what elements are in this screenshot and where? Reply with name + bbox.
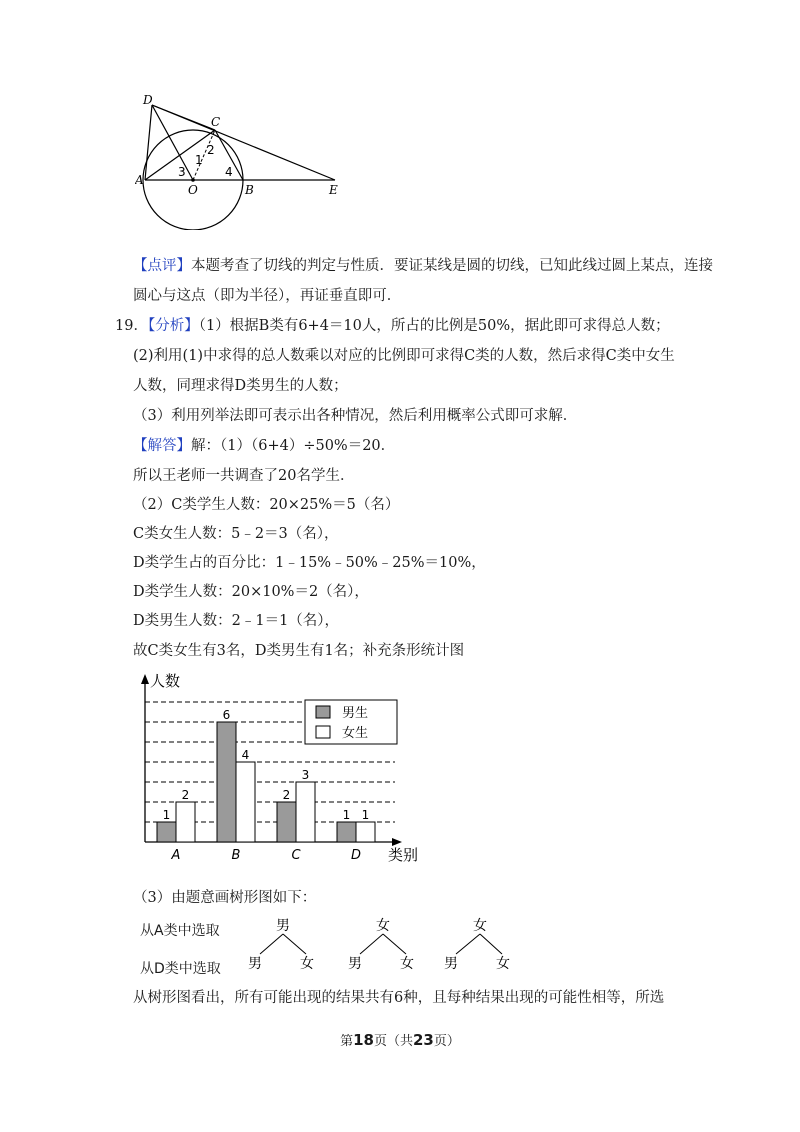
- bar-D-male: [337, 822, 356, 842]
- answer-tag: 【解答】: [133, 438, 191, 454]
- q19-answer-line-1: [133, 436, 395, 456]
- q19-analysis-line-2: (2)利用(1)中求得的总人数乘以对应的比例即可求得C类的人数，然后求得C类中女生: [133, 348, 675, 364]
- y-axis-arrow: [141, 674, 149, 684]
- angle-label-1: 1: [195, 153, 203, 167]
- x-tick-label-C: C: [291, 848, 301, 863]
- bar-A-female: [176, 802, 195, 842]
- q19-answer-line-5: D类学生占的百分比：1﹣15%﹣50%﹣25%＝10%，: [133, 555, 486, 571]
- tree-branch: [360, 934, 383, 954]
- review-line-1: [133, 256, 713, 276]
- label-a: A: [135, 173, 144, 187]
- tree-root-2: 女: [376, 918, 390, 934]
- q19-analysis-line-4: （3）利用列举法即可表示出各种情况，然后利用概率公式即可求解．: [133, 408, 578, 424]
- bar-B-male: [217, 722, 236, 842]
- footer-mid: 页（共: [373, 1034, 413, 1049]
- geometry-figure: [135, 90, 355, 230]
- line-dc: [152, 105, 215, 130]
- review-line-2: 圆心与这点（即为半径），再证垂直即可．: [133, 288, 402, 304]
- q19-analysis-line-3: 人数，同理求得D类男生的人数；: [133, 378, 348, 394]
- tree-row2-label: 从D类中选取: [140, 961, 221, 977]
- bar-value-label: 2: [282, 788, 291, 802]
- footer-total-pages: 23: [413, 1031, 434, 1049]
- q19-answer-line-4: C类女生人数：5﹣2＝3（名），: [133, 526, 339, 542]
- legend-swatch-male: [316, 706, 330, 718]
- x-axis-label: 类别: [388, 846, 419, 864]
- q19-answer-line-10: 从树形图看出，所有可能出现的结果共有6种，且每种结果出现的可能性相等，所选: [133, 990, 665, 1006]
- legend-swatch-female: [316, 726, 330, 738]
- bar-C-female: [296, 782, 315, 842]
- tree-root-3: 女: [473, 918, 487, 934]
- q19-answer-line-9: （3）由题意画树形图如下：: [133, 890, 317, 906]
- tree-branch: [383, 934, 406, 954]
- tree-leaf-5: 男: [444, 956, 458, 972]
- line-da: [145, 105, 152, 180]
- angle-label-3: 3: [178, 165, 186, 179]
- q19-answer-line-8: 故C类女生有3名，D类男生有1名；补充条形统计图: [133, 643, 465, 659]
- footer-pre: 第: [340, 1034, 354, 1049]
- chart-legend: [305, 700, 397, 744]
- y-axis-label: 人数: [150, 672, 181, 690]
- tree-diagram: [240, 910, 540, 980]
- tree-branch: [480, 934, 502, 954]
- label-d: D: [143, 93, 153, 107]
- page-footer: [0, 1030, 800, 1049]
- bar-value-label: 2: [181, 788, 190, 802]
- x-tick-label-B: B: [231, 848, 241, 863]
- tree-row1-label: 从A类中选取: [140, 923, 220, 939]
- review-text-1: 本题考查了切线的判定与性质．要证某线是圆的切线，已知此线过圆上某点，连接: [191, 258, 713, 274]
- bar-value-label: 1: [342, 808, 351, 822]
- label-o: O: [188, 183, 198, 197]
- tree-leaf-6: 女: [496, 956, 510, 972]
- tree-leaf-4: 女: [400, 956, 414, 972]
- q19-analysis-line-1: [115, 316, 670, 336]
- x-tick-label-D: D: [350, 848, 362, 863]
- legend-label-female: 女生: [342, 726, 369, 741]
- label-b: B: [245, 183, 254, 197]
- footer-page-number: 18: [353, 1031, 374, 1049]
- question-number: 19．: [115, 318, 148, 334]
- x-tick-label-A: A: [171, 848, 181, 863]
- tree-branch: [260, 934, 283, 954]
- x-axis-arrow: [392, 838, 402, 846]
- point-o: [191, 178, 195, 182]
- bar-C-male: [277, 802, 296, 842]
- analysis-text-1: （1）根据B类有6+4＝10人，所占的比例是50%，据此即可求得总人数；: [198, 318, 670, 334]
- bar-A-male: [157, 822, 176, 842]
- bar-value-label: 4: [241, 748, 250, 762]
- legend-label-male: 男生: [342, 706, 369, 721]
- tree-branch: [456, 934, 480, 954]
- angle-label-2: 2: [207, 143, 215, 157]
- bar-B-female: [236, 762, 255, 842]
- line-do: [152, 105, 193, 180]
- footer-post: 页）: [433, 1034, 460, 1049]
- q19-answer-line-7: D类男生人数：2﹣1＝1（名），: [133, 613, 340, 629]
- tree-leaf-2: 女: [300, 956, 314, 972]
- review-tag: 【点评】: [133, 258, 191, 274]
- tree-leaf-3: 男: [348, 956, 362, 972]
- tree-leaf-1: 男: [248, 956, 262, 972]
- analysis-tag: 【分析】: [147, 318, 199, 334]
- q19-answer-line-6: D类学生人数：20×10%＝2（名），: [133, 584, 369, 600]
- label-c: C: [211, 115, 221, 129]
- bar-value-label: 3: [301, 768, 310, 782]
- tree-root-1: 男: [276, 918, 290, 934]
- angle-label-4: 4: [225, 165, 233, 179]
- label-e: E: [329, 183, 338, 197]
- tree-branch: [283, 934, 306, 954]
- bar-chart: [130, 670, 430, 870]
- answer-text-1: 解：（1）（6+4）÷50%＝20．: [191, 438, 396, 454]
- bar-value-label: 6: [222, 708, 231, 722]
- bar-value-label: 1: [162, 808, 171, 822]
- q19-answer-line-2: 所以王老师一共调查了20名学生．: [133, 468, 355, 484]
- q19-answer-line-3: （2）C类学生人数：20×25%＝5（名）: [133, 497, 400, 513]
- bar-D-female: [356, 822, 375, 842]
- bar-value-label: 1: [361, 808, 370, 822]
